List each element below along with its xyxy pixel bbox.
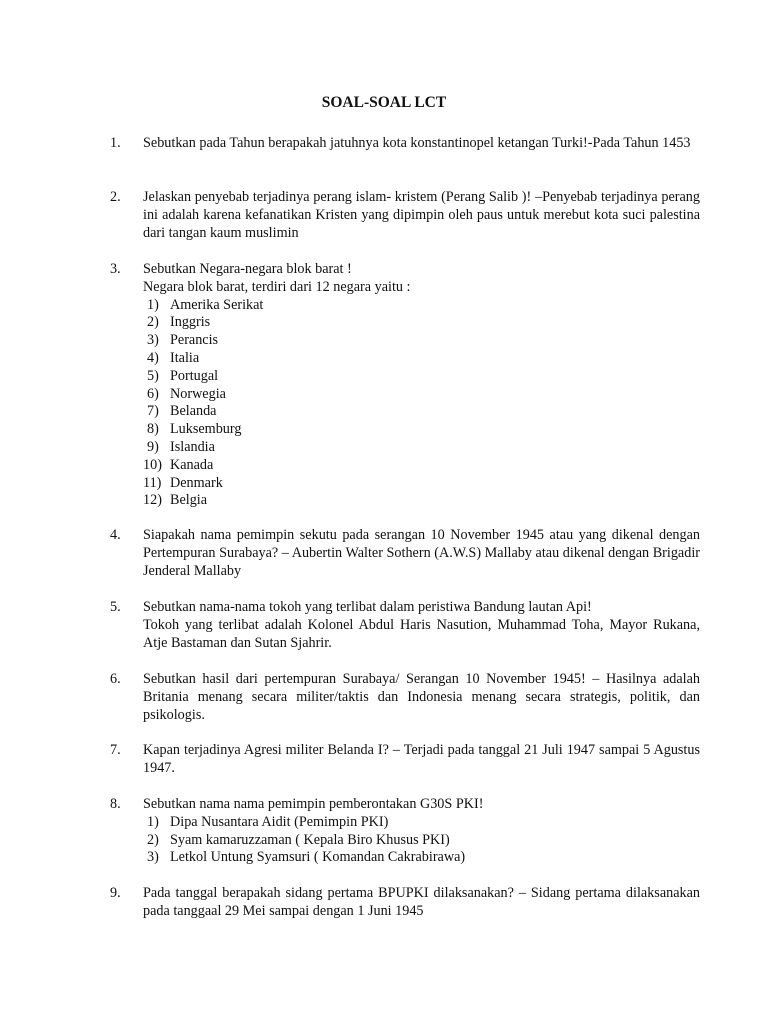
leader-list bbox=[147, 814, 700, 867]
question-number: 6. bbox=[110, 671, 121, 687]
question-number: 5. bbox=[110, 599, 121, 615]
list-item: 2) Inggris bbox=[147, 314, 211, 331]
list-item: 4) Italia bbox=[147, 349, 200, 366]
list-item: 10) Kanada bbox=[143, 456, 214, 473]
question-text: Kapan terjadinya Agresi militer Belanda I? – Terjadi pada tanggal 21 Juli 1947 sampai 5 Agustus 1947. bbox=[143, 742, 700, 776]
question-1 bbox=[110, 135, 700, 153]
question-text: Sebutkan Negara-negara blok barat ! bbox=[143, 261, 352, 277]
list-item: 3) Perancis bbox=[147, 332, 219, 349]
question-4 bbox=[110, 527, 700, 580]
question-8 bbox=[110, 796, 700, 867]
list-item: 1) Amerika Serikat bbox=[147, 296, 264, 313]
question-3 bbox=[110, 261, 700, 510]
question-number: 4. bbox=[110, 527, 121, 543]
question-6 bbox=[110, 671, 700, 724]
question-number: 2. bbox=[110, 189, 121, 205]
list-item: 8) Luksemburg bbox=[147, 421, 242, 438]
list-item: 5) Portugal bbox=[147, 367, 219, 384]
list-item: 11) Denmark bbox=[143, 474, 223, 491]
question-text: Sebutkan hasil dari pertempuran Surabaya/ Serangan 10 November 1945! – Hasilnya adalah Britania menang secara militer/taktis dan Indonesia menang secara strategis, politik, dan psikologis. bbox=[143, 671, 700, 723]
question-number: 3. bbox=[110, 261, 121, 277]
question-text: Jelaskan penyebab terjadinya perang islam- kristem (Perang Salib )! –Penyebab terjadinya perang ini adalah karena kefanatikan Kristen yang dipimpin oleh paus untuk merebut kota suci palestina dari tangan kaum muslimin bbox=[143, 189, 700, 241]
list-item: 9) Islandia bbox=[147, 438, 215, 455]
question-number: 1. bbox=[110, 135, 121, 151]
question-number: 8. bbox=[110, 796, 121, 812]
question-number: 7. bbox=[110, 742, 121, 758]
list-item: 2) Syam kamaruzzaman ( Kepala Biro Khusus PKI) bbox=[147, 831, 450, 848]
country-list bbox=[143, 296, 700, 511]
question-7 bbox=[110, 742, 700, 778]
list-item: 3) Letkol Untung Syamsuri ( Komandan Cakrabirawa) bbox=[147, 849, 466, 866]
list-item: 7) Belanda bbox=[147, 403, 217, 420]
question-number: 9. bbox=[110, 885, 121, 901]
question-2 bbox=[110, 189, 700, 242]
question-text: Pada tanggal berapakah sidang pertama BPUPKI dilaksanakan? – Sidang pertama dilaksanakan pada tanggaal 29 Mei sampai dengan 1 Juni 1945 bbox=[143, 885, 711, 919]
question-9 bbox=[110, 885, 711, 921]
list-item: 12) Belgia bbox=[143, 492, 208, 509]
document-title: SOAL-SOAL LCT bbox=[321, 94, 447, 111]
question-text: Sebutkan pada Tahun berapakah jatuhnya kota konstantinopel ketangan Turki!-Pada Tahun 1453 bbox=[143, 135, 691, 151]
list-item: 1) Dipa Nusantara Aidit (Pemimpin PKI) bbox=[147, 813, 389, 830]
question-5 bbox=[110, 599, 700, 652]
answer-text: Tokoh yang terlibat adalah Kolonel Abdul Haris Nasution, Muhammad Toha, Mayor Rukana, Atje Bastaman dan Sutan Sjahrir. bbox=[143, 616, 700, 651]
question-text: Sebutkan nama-nama tokoh yang terlibat dalam peristiwa Bandung lautan Api! bbox=[143, 599, 592, 615]
question-text: Siapakah nama pemimpin sekutu pada serangan 10 November 1945 atau yang dikenal dengan Pertempuran Surabaya? – Aubertin Walter Sothern (A.W.S) Mallaby atau dikenal dengan Brigadir Jenderal Mallaby bbox=[143, 527, 700, 579]
list-item: 6) Norwegia bbox=[147, 385, 226, 402]
answer-intro: Negara blok barat, terdiri dari 12 negara yaitu : bbox=[143, 278, 411, 295]
question-text: Sebutkan nama nama pemimpin pemberontakan G30S PKI! bbox=[143, 796, 484, 812]
